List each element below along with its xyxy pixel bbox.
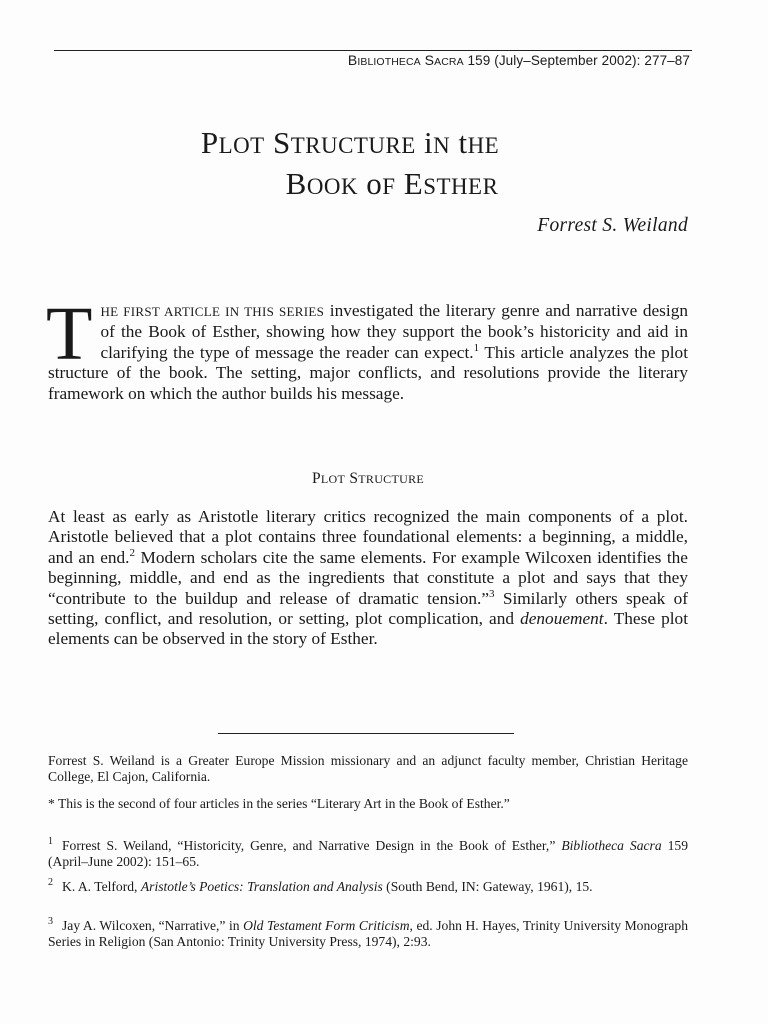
footnote-3: [48, 918, 688, 950]
footnote-2-mark: 2: [48, 877, 53, 889]
section-heading-s: S: [349, 470, 359, 487]
footnote-ref-2[interactable]: 2: [129, 547, 135, 560]
title-line-1-text: PLOT STRUCTURE iN tHE: [200, 125, 500, 160]
plot-text-a: At least as early as Aristotle literary critics recognized the main components of a plot. Aristotle believed that a plot contains three foundational elements: a beginning, a middle, and an end.: [48, 507, 688, 567]
plot-text-c: Similarly others speak of setting, conflict, and resolution, or setting, plot complication, and: [48, 588, 688, 629]
article-title: [54, 124, 690, 206]
section-heading-p: P: [312, 470, 321, 487]
top-rule: [54, 50, 692, 51]
section-heading: [48, 470, 688, 488]
plot-italic-denouement: denouement: [520, 609, 604, 629]
footnote-ref-1[interactable]: 1: [473, 342, 480, 355]
title-line-2: [54, 165, 690, 206]
footnote-ref-3[interactable]: 3: [489, 587, 495, 600]
plot-text-d: . These plot elements can be observed in the story of Esther.: [48, 609, 688, 649]
footnote-1-text-b: 159 (April–June 2002): 151–65.: [48, 838, 688, 870]
author-name: Forrest S. Weiland: [537, 215, 688, 236]
running-head-sacra-initial: S: [424, 52, 435, 68]
section-heading-tructure: TRUCTURE: [358, 472, 424, 486]
intro-paragraph: [46, 292, 688, 404]
footnote-3-text-a: Jay A. Wilcoxen, “Narrative,” in: [62, 918, 244, 933]
running-head-journal-initial: B: [347, 52, 358, 68]
section-heading-lot: LOT: [320, 472, 346, 486]
title-line-2-text: BOOK oF ESTHER: [285, 166, 499, 201]
footnote-3-italic: Old Testament Form Criticism: [243, 918, 410, 933]
footnote-1-italic: Bibliotheca Sacra: [561, 838, 662, 853]
plot-text-b: Modern scholars cite the same elements. For example Wilcoxen identifies the beginning, middle, and end as the ingredients that constitute a plot and says that they “contribute to the buildup and release of dramatic tension.”: [48, 547, 688, 608]
footnote-3-mark: 3: [48, 916, 53, 928]
footnote-1: [48, 838, 688, 870]
footnote-separator: [218, 733, 514, 734]
running-head-citation: 159 (July–September 2002): 277–87: [467, 53, 690, 68]
footnote-2: [48, 879, 688, 895]
footnote-2-text-a: K. A. Telford,: [62, 879, 141, 894]
plot-paragraph: [48, 507, 688, 650]
footnote-1-text-a: Forrest S. Weiland, “Historicity, Genre, and Narrative Design in the Book of Esther,”: [62, 838, 562, 853]
footnote-2-italic: Aristotle’s Poetics: Translation and Analysis: [140, 879, 383, 894]
intro-text-a: investigated the literary genre and narrative design of the Book of Esther, showing how they support the book’s historicity and aid in clarifying the type of message the reader can expect.: [100, 301, 688, 362]
running-head-journal-rest: IBLIOTHECA: [357, 56, 421, 68]
title-line-1: [54, 124, 690, 165]
drop-cap: T: [46, 292, 93, 376]
series-note: * This is the second of four articles in the series “Literary Art in the Book of Esther.”: [48, 796, 510, 811]
running-head-sacra-rest: ACRA: [434, 56, 464, 68]
running-head: [54, 52, 690, 68]
footnote-3-text-b: , ed. John H. Hayes, Trinity University Monograph Series in Religion (San Antonio: Trinity University Press, 1974), 2:93.: [48, 918, 689, 950]
footnote-1-mark: 1: [48, 836, 53, 848]
footnote-2-text-b: (South Bend, IN: Gateway, 1961), 15.: [382, 879, 593, 894]
intro-text-b: This article analyzes the plot structure of the book. The setting, major conflicts, and resolutions provide the literary framework on which the author builds his message.: [48, 342, 688, 403]
intro-lead-in: HE FIRST ARTICLE IN THIS SERIES: [100, 304, 325, 319]
author-bio-note: Forrest S. Weiland is a Greater Europe Mission missionary and an adjunct faculty member, Christian Heritage College, El Cajon, California.: [48, 753, 688, 785]
